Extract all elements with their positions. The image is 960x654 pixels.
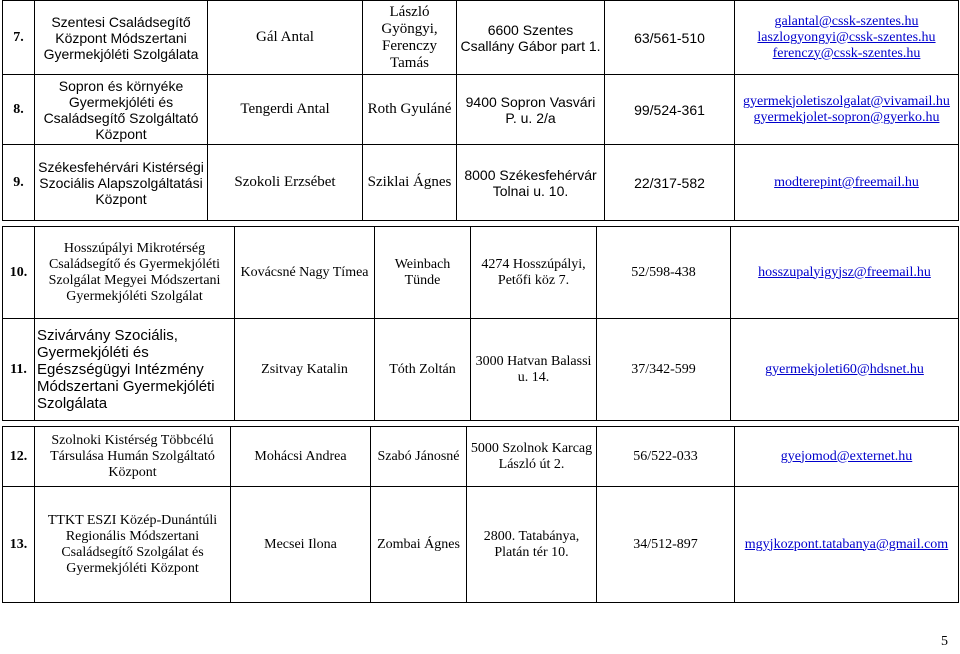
row-number: 9. (3, 145, 35, 221)
email-cell (735, 75, 959, 145)
email-link[interactable]: mgyjkozpont.tatabanya@gmail.com (744, 536, 949, 552)
address: 3000 Hatvan Balassi u. 14. (471, 319, 597, 421)
phone: 56/522-033 (597, 427, 735, 487)
phone: 22/317-582 (605, 145, 735, 221)
contact-person: Mecsei Ilona (231, 487, 371, 603)
contact-person: Gál Antal (208, 1, 363, 75)
leader-name: Szabó Jánosné (371, 427, 467, 487)
table-row (3, 1, 959, 75)
email-link[interactable]: galantal@cssk-szentes.hu (774, 13, 919, 29)
email-cell (731, 227, 959, 319)
leader-name: Zombai Ágnes (371, 487, 467, 603)
contact-table-2 (2, 226, 959, 421)
leader-name: Sziklai Ágnes (363, 145, 457, 221)
phone: 99/524-361 (605, 75, 735, 145)
email-link[interactable]: laszlogyongyi@cssk-szentes.hu (757, 29, 936, 45)
email-cell (735, 427, 959, 487)
row-number: 13. (3, 487, 35, 603)
email-link[interactable]: gyermekjoleti60@hdsnet.hu (765, 361, 924, 377)
phone: 37/342-599 (597, 319, 731, 421)
email-link[interactable]: hosszupalyigyjsz@freemail.hu (758, 264, 931, 280)
contact-person: Mohácsi Andrea (231, 427, 371, 487)
address: 2800. Tatabánya, Platán tér 10. (467, 487, 597, 603)
institution-name: Hosszúpályi Mikrotérség Családsegítő és Gyermekjóléti Szolgálat Megyei Módszertani Gyermekjóléti Szolgálat (35, 227, 235, 319)
table-row (3, 227, 959, 319)
phone: 52/598-438 (597, 227, 731, 319)
table-row (3, 319, 959, 421)
institution-name: Szivárvány Szociális, Gyermekjóléti és Egészségügyi Intézmény Módszertani Gyermekjóléti Szolgálata (35, 319, 235, 421)
table-row (3, 145, 959, 221)
email-cell (735, 487, 959, 603)
institution-name: Szentesi Családsegítő Központ Módszertani Gyermekjóléti Szolgálata (35, 1, 208, 75)
row-number: 12. (3, 427, 35, 487)
address: 6600 Szentes Csallány Gábor part 1. (457, 1, 605, 75)
address: 8000 Székesfehérvár Tolnai u. 10. (457, 145, 605, 221)
email-link[interactable]: gyermekjoletiszolgalat@vivamail.hu (743, 93, 950, 109)
institution-name: TTKT ESZI Közép-Dunántúli Regionális Módszertani Családsegítő Szolgálat és Gyermekjóléti Központ (35, 487, 231, 603)
leader-name: Tóth Zoltán (375, 319, 471, 421)
email-link[interactable]: gyermekjolet-sopron@gyerko.hu (753, 109, 940, 125)
leader-name: Weinbach Tünde (375, 227, 471, 319)
leader-name: László Gyöngyi, Ferenczy Tamás (363, 1, 457, 75)
contact-person: Tengerdi Antal (208, 75, 363, 145)
institution-name: Székesfehérvári Kistérségi Szociális Alapszolgáltatási Központ (35, 145, 208, 221)
contact-person: Zsitvay Katalin (235, 319, 375, 421)
email-cell (731, 319, 959, 421)
row-number: 10. (3, 227, 35, 319)
table-row (3, 75, 959, 145)
table-row (3, 427, 959, 487)
contact-table-1 (2, 0, 959, 221)
contact-person: Kovácsné Nagy Tímea (235, 227, 375, 319)
email-cell (735, 145, 959, 221)
leader-name: Roth Gyuláné (363, 75, 457, 145)
table-row (3, 487, 959, 603)
page-number: 5 (941, 634, 948, 649)
email-link[interactable]: gyejomod@externet.hu (780, 448, 913, 464)
phone: 63/561-510 (605, 1, 735, 75)
institution-name: Sopron és környéke Gyermekjóléti és Családsegítő Szolgáltató Központ (35, 75, 208, 145)
row-number: 11. (3, 319, 35, 421)
contact-person: Szokoli Erzsébet (208, 145, 363, 221)
institution-name: Szolnoki Kistérség Többcélú Társulása Humán Szolgáltató Központ (35, 427, 231, 487)
address: 5000 Szolnok Karcag László út 2. (467, 427, 597, 487)
email-link[interactable]: ferenczy@cssk-szentes.hu (772, 45, 921, 61)
address: 4274 Hosszúpályi, Petőfi köz 7. (471, 227, 597, 319)
email-cell (735, 1, 959, 75)
email-link[interactable]: modterepint@freemail.hu (774, 174, 919, 190)
contact-table-3 (2, 426, 959, 603)
phone: 34/512-897 (597, 487, 735, 603)
row-number: 8. (3, 75, 35, 145)
row-number: 7. (3, 1, 35, 75)
address: 9400 Sopron Vasvári P. u. 2/a (457, 75, 605, 145)
